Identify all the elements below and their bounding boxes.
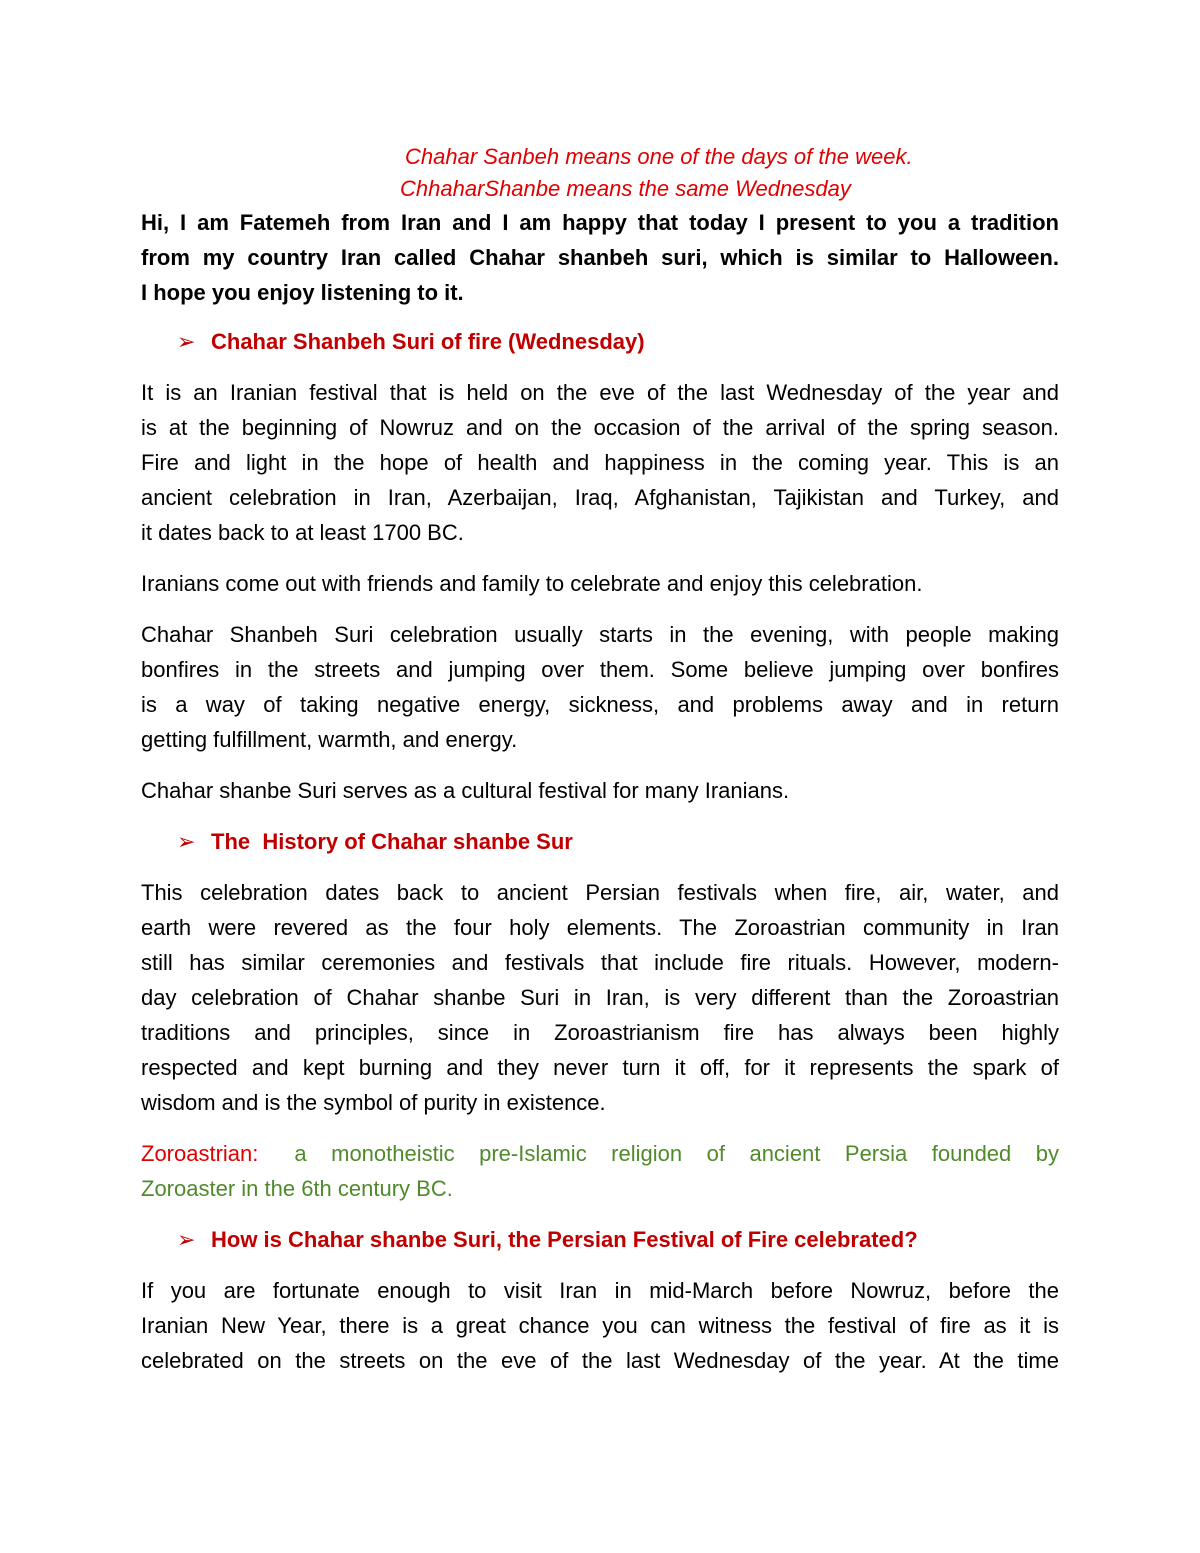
arrow-bullet-icon: ➢ [177, 329, 196, 354]
paragraph-visit [141, 1273, 1059, 1378]
paragraph-line: celebrated on the streets on the eve of the last Wednesday of the year. At the time [141, 1348, 1059, 1373]
intro-line: I hope you enjoy listening to it. [141, 280, 464, 305]
paragraph-zoroastrian-definition [141, 1136, 1059, 1206]
paragraph-line: day celebration of Chahar shanbe Suri in Iran, is very different than the Zoroastrian [141, 985, 1059, 1010]
paragraph-line: still has similar ceremonies and festivals that include fire rituals. However, modern- [141, 950, 1059, 975]
definition-text: a monotheistic pre-Islamic religion of ancient Persia founded by [294, 1141, 1059, 1166]
paragraph-line: is at the beginning of Nowruz and on the occasion of the arrival of the spring season. [141, 415, 1059, 440]
intro-line: Hi, I am Fatemeh from Iran and I am happy that today I present to you a tradition [141, 210, 1059, 235]
paragraph-line: If you are fortunate enough to visit Iran in mid-March before Nowruz, before the [141, 1278, 1059, 1303]
title-line-2: ChhaharShanbe means the same Wednesday [400, 176, 851, 201]
paragraph-line: Chahar Shanbeh Suri celebration usually starts in the evening, with people making [141, 622, 1059, 647]
paragraph-line: Fire and light in the hope of health and happiness in the coming year. This is an [141, 450, 1059, 475]
paragraph-line: it dates back to at least 1700 BC. [141, 520, 464, 545]
title-line-1: Chahar Sanbeh means one of the days of the week. [405, 144, 913, 169]
heading-celebrated-text: How is Chahar shanbe Suri, the Persian Festival of Fire celebrated? [211, 1227, 918, 1252]
heading-history-text: The History of Chahar shanbe Sur [211, 829, 573, 854]
definition-line: Zoroaster in the 6th century BC. [141, 1176, 453, 1201]
heading-fire-text: Chahar Shanbeh Suri of fire (Wednesday) [211, 329, 645, 354]
definition-term: Zoroastrian: [141, 1141, 259, 1166]
paragraph-bonfires [141, 617, 1059, 757]
paragraph-line: bonfires in the streets and jumping over them. Some believe jumping over bonfires [141, 657, 1059, 682]
document-body [141, 141, 1059, 1394]
paragraph-line: Chahar shanbe Suri serves as a cultural festival for many Iranians. [141, 778, 790, 803]
paragraph-line: Iranians come out with friends and family to celebrate and enjoy this celebration. [141, 571, 923, 596]
paragraph-line: Iranian New Year, there is a great chance you can witness the festival of fire as it is [141, 1313, 1059, 1338]
paragraph-line: traditions and principles, since in Zoroastrianism fire has always been highly [141, 1020, 1059, 1045]
paragraph-line: getting fulfillment, warmth, and energy. [141, 727, 518, 752]
intro-line: from my country Iran called Chahar shanbeh suri, which is similar to Halloween. [141, 245, 1059, 270]
paragraph-line: wisdom and is the symbol of purity in existence. [141, 1090, 606, 1115]
arrow-bullet-icon: ➢ [177, 1227, 196, 1252]
intro-paragraph [141, 205, 1059, 310]
heading-celebrated [141, 1222, 1059, 1257]
paragraph-history [141, 875, 1059, 1120]
arrow-bullet-icon: ➢ [177, 829, 196, 854]
paragraph-line: is a way of taking negative energy, sickness, and problems away and in return [141, 692, 1059, 717]
paragraph-line: This celebration dates back to ancient Persian festivals when fire, air, water, and [141, 880, 1059, 905]
paragraph-friends [141, 566, 1059, 601]
paragraph-line: earth were revered as the four holy elements. The Zoroastrian community in Iran [141, 915, 1059, 940]
paragraph-line: It is an Iranian festival that is held on the eve of the last Wednesday of the year and [141, 380, 1059, 405]
heading-fire [141, 324, 1059, 359]
paragraph-festival [141, 375, 1059, 550]
paragraph-line: respected and kept burning and they never turn it off, for it represents the spark of [141, 1055, 1059, 1080]
heading-history [141, 824, 1059, 859]
definition-line [141, 1136, 1059, 1171]
paragraph-line: ancient celebration in Iran, Azerbaijan, Iraq, Afghanistan, Tajikistan and Turkey, and [141, 485, 1059, 510]
paragraph-cultural [141, 773, 1059, 808]
